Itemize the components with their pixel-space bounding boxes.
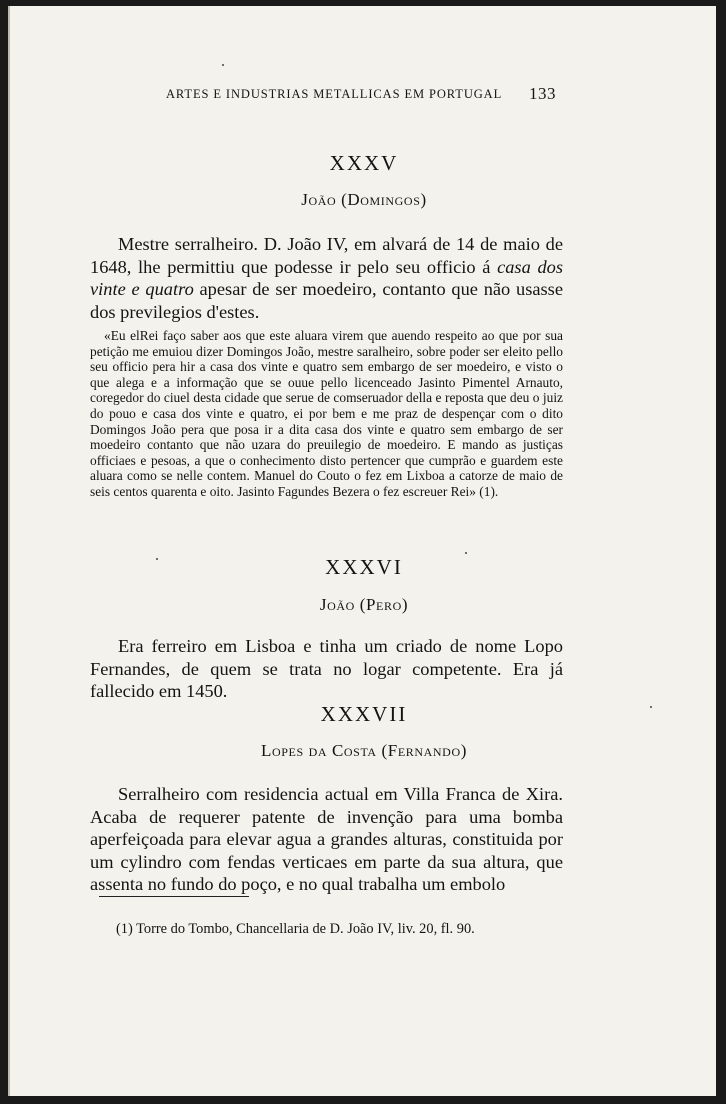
running-head	[10, 85, 716, 105]
entry-numeral: XXXVI	[325, 555, 403, 579]
entry-numeral: XXXVII	[320, 702, 408, 726]
running-title: ARTES E INDUSTRIAS METALLICAS EM PORTUGAL	[166, 87, 503, 101]
entry-paragraph: Mestre serralheiro. D. João IV, em alvará de 14 de maio de 1648, lhe permittiu que podesse ir pelo seu officio á casa dos vinte e quatro apesar de ser moedeiro, contanto que não usasse dos previlegios d'estes.	[90, 234, 563, 322]
page-number: 133	[529, 84, 556, 103]
paper-speck	[222, 64, 224, 66]
quoted-document: «Eu elRei faço saber aos que este aluara virem que auendo respeito ao que por sua petição me emuiou dizer Domingos João, mestre saralheiro, sobre poder ser eleito pello seu officio pera hir a casa dos vinte e quatro sem embargo de ser moedeiro, e visto o que alega e a informação que se ouue pello licenceado Jasinto Pimentel Arnauto, coregedor do ciuel desta cidade que serue de comseruador della e reposta que deu o juiz do pouo e casa dos vinte e quatro, ei por bem e me praz de despençar com o dito Domingos João pera que posa ir a dita casa dos vinte e quatro sem embargo de ser moedeiro contanto que não uzara do preuilegio de moedeiro. E mando as justiças officiaes e pesoas, a que o conhecimento disto pertencer que cumprão e guardem este aluara como se nelle contem. Manuel do Couto o fez em Lixboa a catorze de maio de seis centos quarenta e oito. Jasinto Fagundes Bezera o fez escreuer Rei» (1).	[90, 328, 563, 499]
entry-name: João (Domingos)	[301, 190, 427, 209]
entry-name: João (Pero)	[319, 595, 409, 614]
book-page	[8, 6, 716, 1096]
entry-numeral: XXXV	[329, 151, 399, 175]
footnote: (1) Torre do Tombo, Chancellaria de D. João IV, liv. 20, fl. 90.	[116, 921, 475, 937]
footnote-rule	[99, 896, 249, 897]
paper-speck	[156, 558, 158, 560]
italic-phrase: casa dos vinte e quatro	[90, 256, 563, 299]
paper-speck	[650, 706, 652, 708]
entry-paragraph: Serralheiro com residencia actual em Villa Franca de Xira. Acaba de requerer patente de invenção para uma bomba aperfeiçoada para elevar agua a grandes alturas, constituida por um cylindro com fendas verticaes em parte da sua altura, que assenta no fundo do poço, e no qual trabalha um embolo	[90, 784, 563, 894]
paper-speck	[465, 552, 467, 554]
entry-paragraph: Era ferreiro em Lisboa e tinha um criado de nome Lopo Fernandes, de quem se trata no logar competente. Era já fallecido em 1450.	[90, 636, 563, 701]
entry-name: Lopes da Costa (Fernando)	[261, 741, 467, 760]
